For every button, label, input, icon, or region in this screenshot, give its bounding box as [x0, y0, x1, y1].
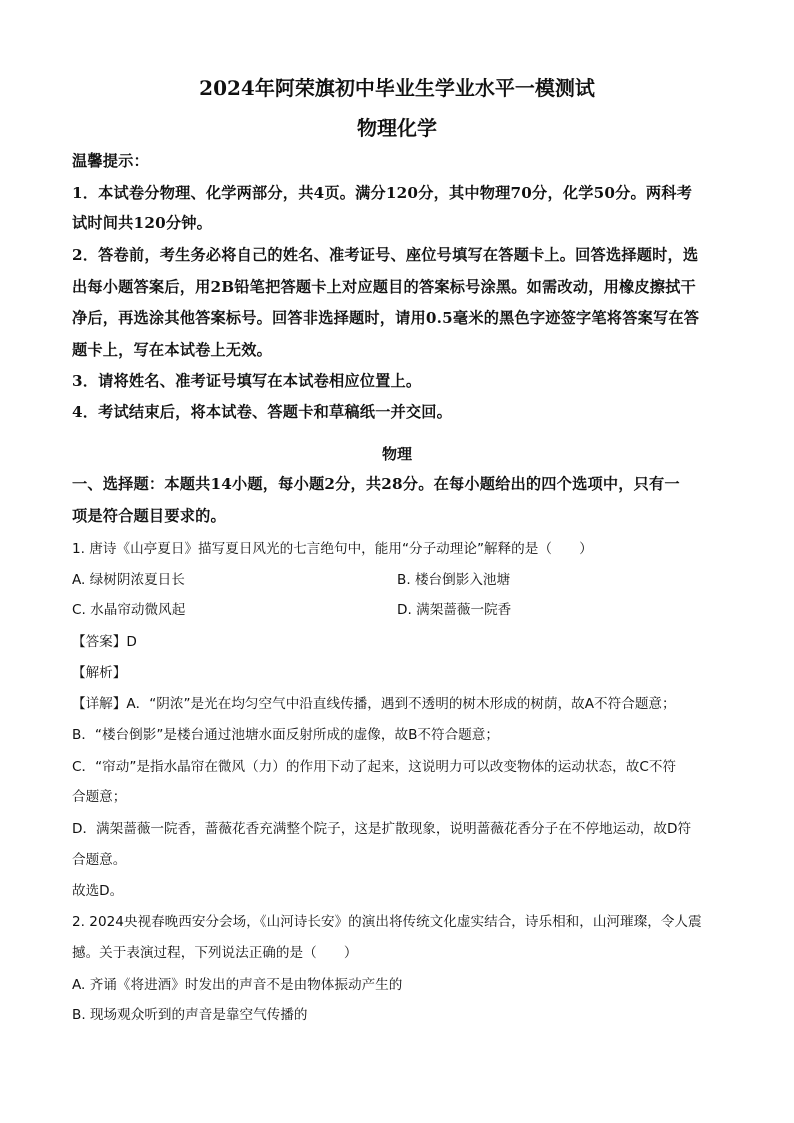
notice-line: 出每小题答案后，用2B铅笔把答题卡上对应题目的答案标号涂黑。如需改动，用橡皮擦拭干 — [72, 278, 696, 296]
detail-line: B．“楼台倒影”是楼台通过池塘水面反射所成的虚像，故B不符合题意； — [72, 727, 499, 743]
notice-line: 1．本试卷分物理、化学两部分，共4页。满分120分，其中物理70分，化学50分。两科考 — [72, 184, 693, 202]
detail-line: D．满架蔷薇一院香，蔷薇花香充满整个院子，这是扩散现象，说明蔷薇花香分子在不停地运动，故D符 — [72, 821, 692, 837]
notice-line: 2．答卷前，考生务必将自己的姓名、准考证号、座位号填写在答题卡上。回答选择题时，选 — [72, 246, 699, 264]
section-title: 物理 — [381, 445, 412, 463]
notice-line: 试时间共120分钟。 — [72, 214, 213, 232]
question-stem: 2. 2024央视春晚西安分会场，《山河诗长安》的演出将传统文化虚实结合，诗乐相和，山河璀璨，令人震 — [72, 914, 702, 930]
notice-label: 温馨提示： — [72, 152, 149, 170]
analysis-label: 【解析】 — [72, 665, 127, 681]
conclusion: 故选D。 — [72, 883, 124, 899]
option-a: A. 齐诵《将进酒》时发出的声音不是由物体振动产生的 — [72, 977, 403, 993]
notice-line: 题卡上，写在本试卷上无效。 — [72, 341, 273, 359]
option-a: A. 绿树阴浓夏日长 — [72, 572, 185, 588]
section-intro: 项是符合题目要求的。 — [72, 507, 226, 525]
notice-line: 净后，再选涂其他答案标号。回答非选择题时，请用0.5毫米的黑色字迹签字笔将答案写在答 — [72, 309, 700, 327]
option-c: C. 水晶帘动微风起 — [72, 602, 186, 618]
exam-subtitle: 物理化学 — [357, 116, 437, 140]
section-intro: 一、选择题：本题共14小题，每小题2分，共28分。在每小题给出的四个选项中，只有一 — [72, 475, 680, 493]
exam-title: 2024年阿荣旗初中毕业生学业水平一模测试 — [199, 76, 595, 100]
option-b: B. 现场观众听到的声音是靠空气传播的 — [72, 1007, 308, 1023]
detail-line: 合题意； — [72, 789, 127, 805]
question-stem: 1. 唐诗《山亭夏日》描写夏日风光的七言绝句中，能用“分子动理论”解释的是（ ） — [72, 541, 593, 557]
notice-line: 3．请将姓名、准考证号填写在本试卷相应位置上。 — [72, 372, 422, 390]
option-b: B. 楼台倒影入池塘 — [397, 572, 511, 588]
detail-line: 合题意。 — [72, 852, 127, 868]
question-stem: 撼。关于表演过程，下列说法正确的是（ ） — [72, 945, 358, 961]
detail-line: 【详解】A．“阴浓”是光在均匀空气中沿直线传播，遇到不透明的树木形成的树荫，故A不符合题意； — [72, 696, 676, 712]
detail-line: C．“帘动”是指水晶帘在微风（力）的作用下动了起来，这说明力可以改变物体的运动状态，故C不符 — [72, 759, 677, 775]
answer: 【答案】D — [72, 634, 137, 650]
option-d: D. 满架蔷薇一院香 — [397, 602, 512, 618]
notice-line: 4．考试结束后，将本试卷、答题卡和草稿纸一并交回。 — [72, 403, 453, 421]
